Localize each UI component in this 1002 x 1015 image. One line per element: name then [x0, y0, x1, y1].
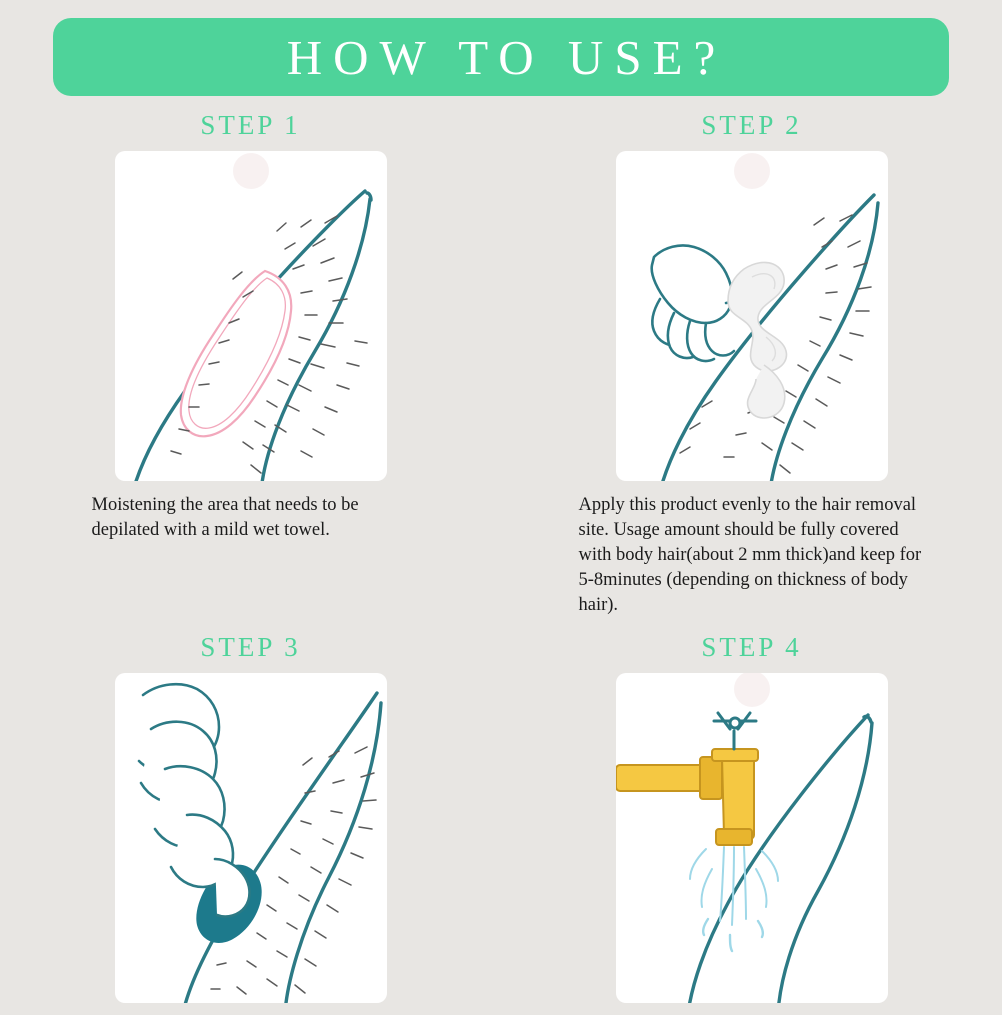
step-label-3: STEP 3 — [200, 631, 301, 662]
step-illustration-1 — [115, 151, 387, 481]
steps-row-1 — [0, 110, 1002, 618]
steps-grid — [0, 110, 1002, 1015]
faucet-rinsing-leg-icon — [616, 673, 888, 1003]
step-card-3 — [0, 632, 501, 1015]
steps-row-2 — [0, 632, 1002, 1015]
header-banner — [53, 18, 949, 96]
step-card-4 — [501, 632, 1002, 1015]
step-card-1 — [0, 110, 501, 618]
page-title: HOW TO USE? — [286, 29, 727, 85]
hand-wiping-cream-icon — [115, 673, 387, 1003]
step-illustration-3 — [115, 673, 387, 1003]
step-illustration-4 — [616, 673, 888, 1003]
hand-applying-cream-icon — [616, 151, 888, 481]
step-label-1: STEP 1 — [200, 110, 301, 140]
step-label-2: STEP 2 — [701, 110, 802, 140]
leg-with-wet-towel-icon — [115, 151, 387, 481]
step-label-4: STEP 4 — [701, 631, 802, 662]
step-illustration-2 — [616, 151, 888, 481]
step-caption-2: Apply this product evenly to the hair removal site. Usage amount should be fully covered with body hair(about 2 mm thick)and keep for 5-8minutes (depending on thickness of body hair). — [578, 495, 922, 615]
step-caption-1: Moistening the area that needs to be depilated with a mild wet towel. — [91, 495, 359, 540]
step-card-2 — [501, 110, 1002, 618]
